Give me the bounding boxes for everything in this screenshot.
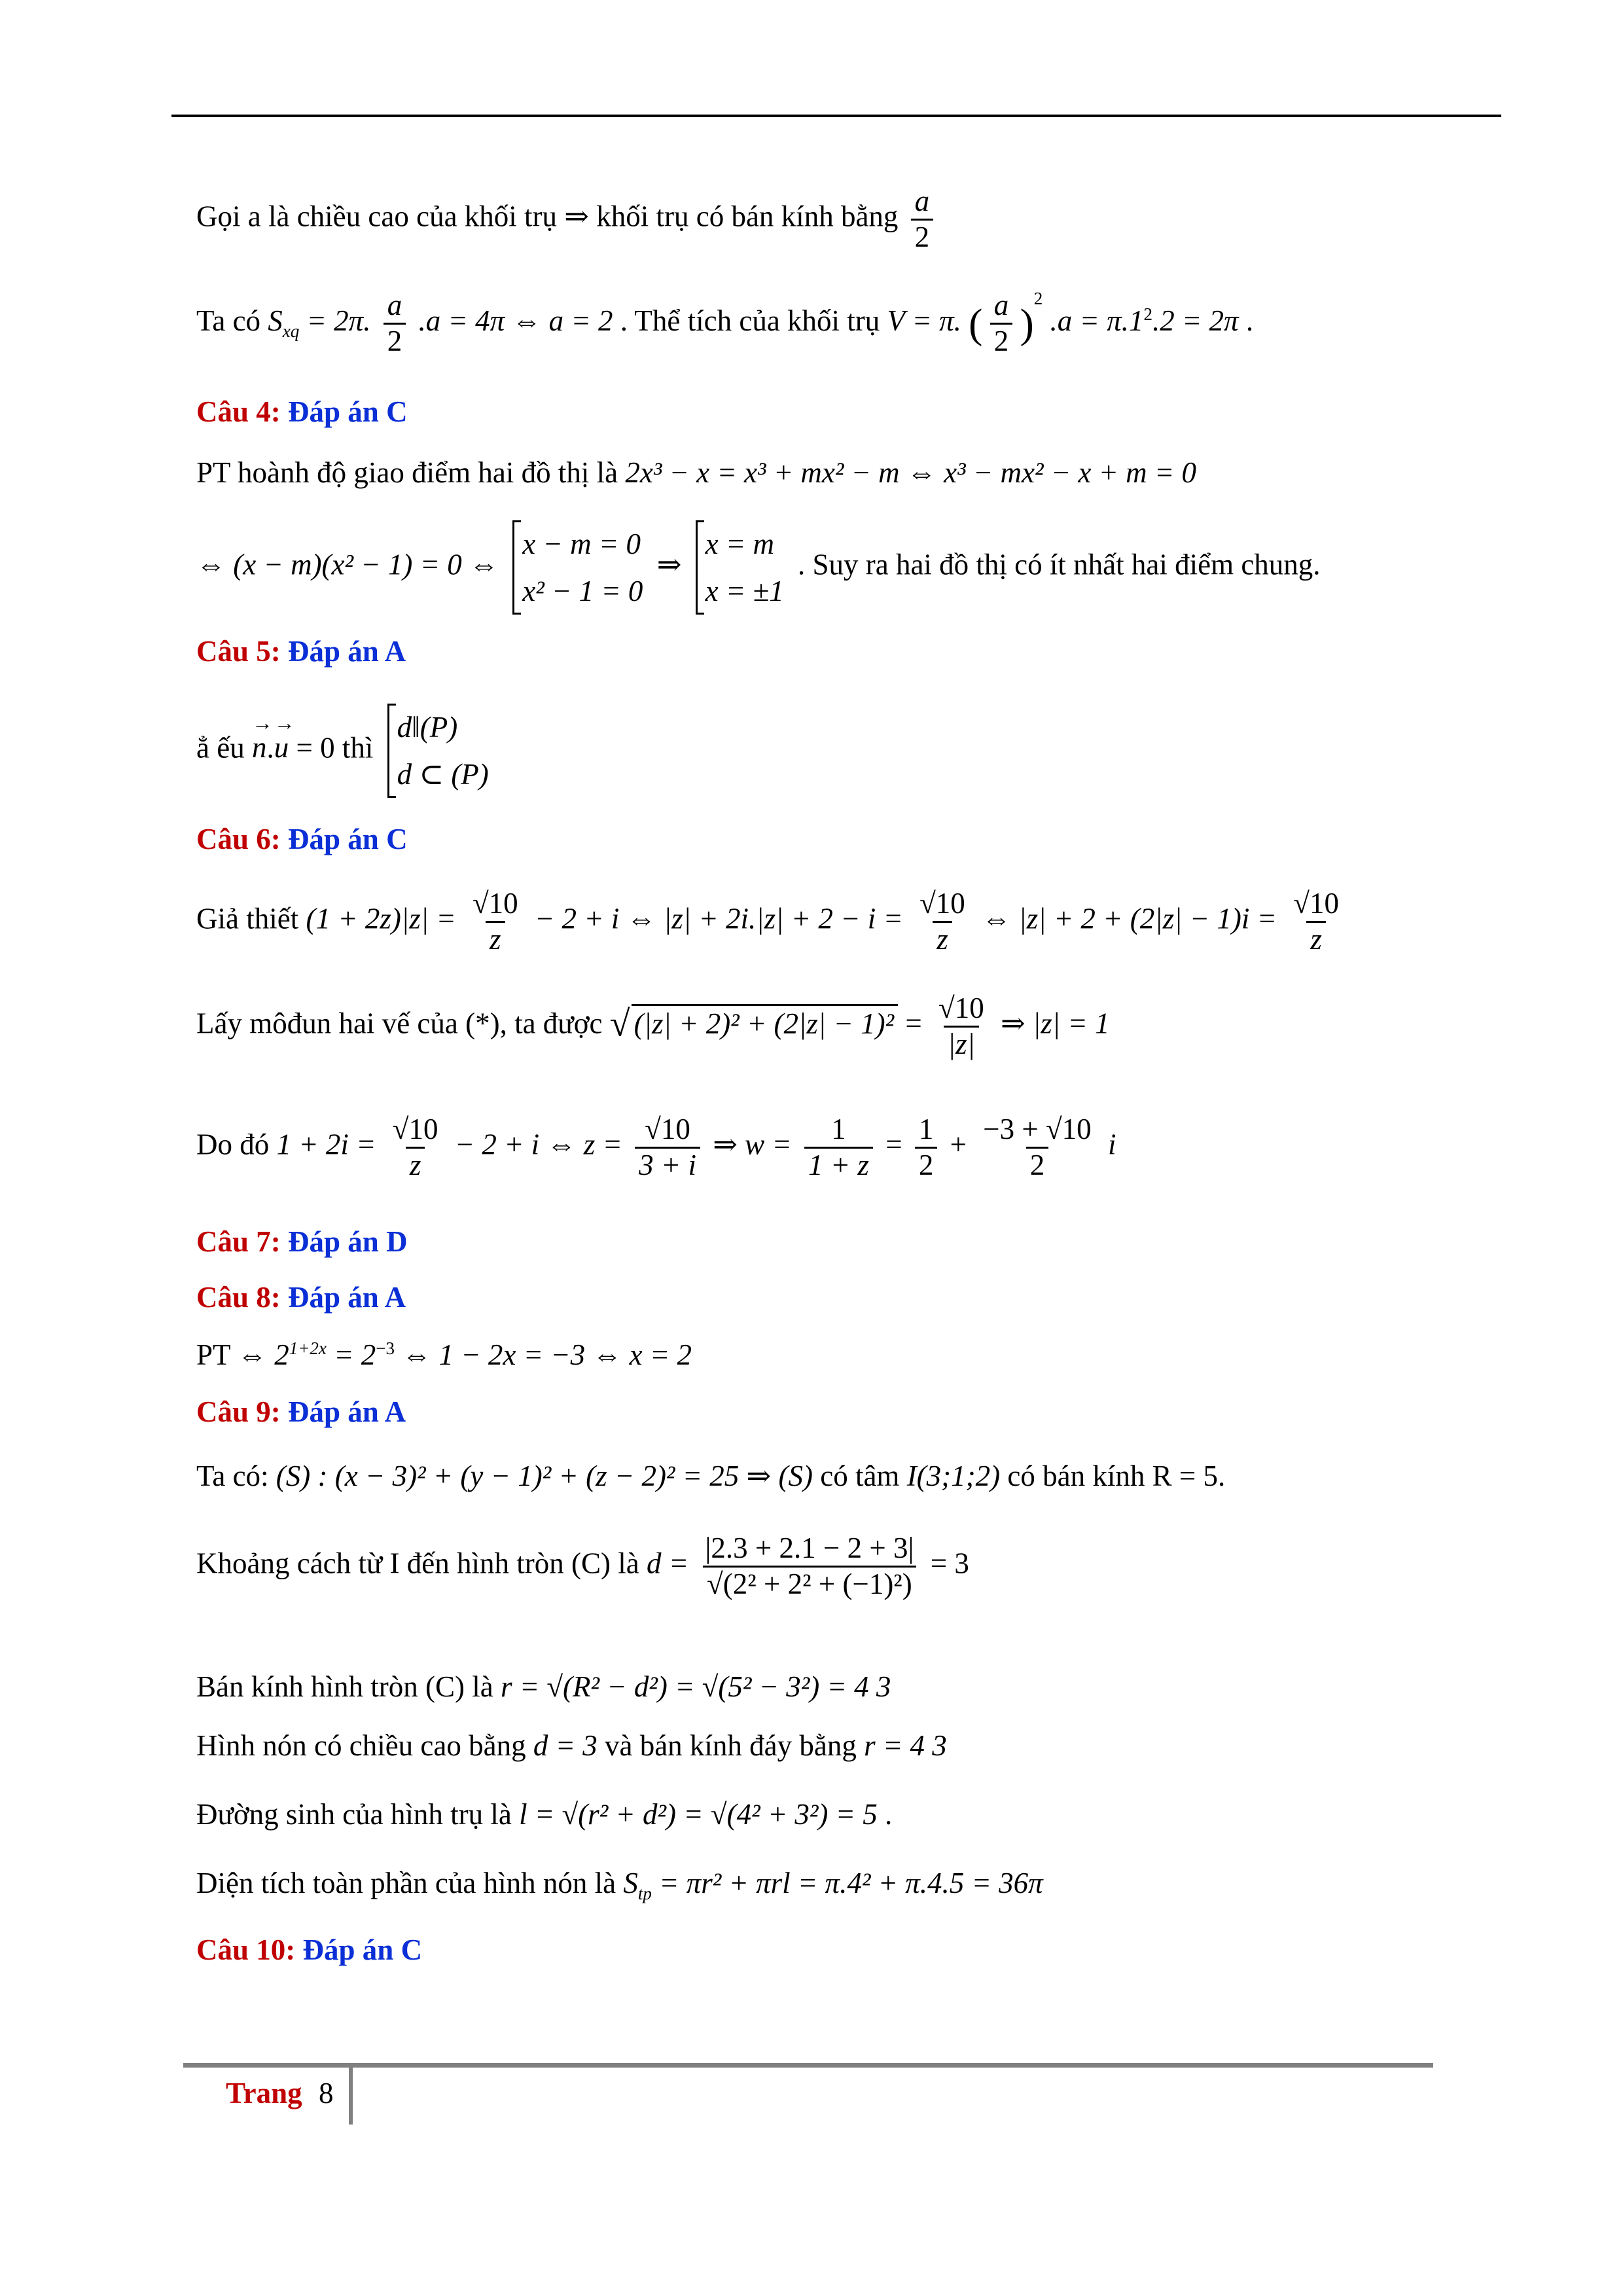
page-number: 8	[319, 2077, 334, 2109]
text-line	[196, 288, 1253, 359]
text: . Suy ra hai đồ thị có ít nhất hai điểm chung.	[797, 548, 1321, 581]
fraction	[935, 992, 988, 1062]
text: Ta có:	[196, 1460, 269, 1492]
fraction	[915, 1113, 938, 1183]
equation-system	[512, 520, 643, 615]
fraction	[1289, 887, 1343, 957]
math-expression: (S) : (x − 3)² + (y − 1)² + (z − 2)² = 25 ⇒ (S)	[276, 1460, 813, 1492]
math-expression: ⇔ 2	[237, 1338, 289, 1371]
text: ẳ ếu	[196, 731, 245, 764]
math-expression: l = √(r² + d²) = √(4² + 3²) = 5	[519, 1798, 878, 1831]
math-expression: ⇔ (x − m)(x² − 1) = 0 ⇔	[196, 548, 499, 581]
radical-sign: √	[609, 1003, 630, 1045]
text-line	[196, 1669, 891, 1704]
fraction	[979, 1113, 1095, 1183]
text: có tâm	[820, 1460, 900, 1492]
radicand: (|z| + 2)² + (2|z| − 1)²	[632, 1004, 899, 1041]
text: PT hoành độ giao điểm hai đồ thị là	[196, 456, 618, 489]
equals-sign: =	[885, 1128, 902, 1161]
math-expression: I(3;1;2)	[906, 1460, 1001, 1492]
text: Đường sinh của hình trụ là	[196, 1798, 512, 1831]
fraction-denominator: 2	[915, 1147, 938, 1183]
fraction-denominator: |z|	[944, 1026, 979, 1062]
text: Gọi a là chiều cao của khối trụ	[196, 200, 558, 233]
fraction-numerator: a	[993, 289, 1009, 322]
text: Diện tích toàn phần của hình nón là	[196, 1867, 616, 1899]
text: PT	[196, 1338, 230, 1371]
fraction-denominator: z	[486, 921, 505, 957]
answer-label: Đáp án A	[288, 1395, 406, 1428]
vector: n →	[252, 730, 267, 765]
question-heading	[196, 821, 408, 857]
text-line	[196, 185, 938, 255]
text-line	[196, 1458, 1225, 1494]
fraction	[990, 289, 1013, 359]
answer-label: Đáp án C	[288, 395, 408, 428]
equation: x = m	[705, 528, 774, 560]
equation: x − m = 0	[522, 528, 641, 560]
text: và bán kính đáy bằng	[604, 1729, 857, 1762]
fraction	[804, 1113, 873, 1183]
text: . Thể tích của khối trụ	[620, 304, 880, 337]
vector: u →	[274, 730, 289, 765]
fraction-denominator: √(2² + 2² + (−1)²)	[703, 1566, 916, 1602]
question-number: Câu 5:	[196, 635, 281, 668]
math-expression: d =	[646, 1547, 689, 1580]
condition: d ⊂ (P)	[397, 758, 489, 791]
fraction	[635, 1113, 700, 1183]
math-expression: r = 4 3	[864, 1729, 947, 1762]
math-expression: ⇒ w =	[713, 1128, 792, 1161]
header-rule	[171, 115, 1501, 117]
text: Khoảng cách từ I đến hình tròn (C) là	[196, 1547, 639, 1580]
fraction-denominator: 2	[911, 219, 934, 255]
fraction	[911, 185, 934, 255]
paren-open: (	[969, 300, 983, 347]
math-expression: − 2 + i ⇔ |z| + 2i.|z| + 2 − i =	[534, 902, 903, 935]
math-symbol: S	[623, 1867, 638, 1899]
math-expression: = 2	[334, 1338, 376, 1371]
question-number: Câu 8:	[196, 1281, 281, 1314]
math-expression: 2x³ − x = x³ + mx² − m ⇔ x³ − mx² − x + m = 0	[625, 456, 1197, 489]
answer-label: Đáp án A	[288, 1281, 406, 1314]
text-line	[196, 520, 1321, 615]
fraction	[701, 1532, 918, 1602]
fraction-numerator: √10	[645, 1113, 690, 1145]
equals-sign: =	[905, 1007, 922, 1040]
text: Giả thiết	[196, 902, 299, 935]
answer-label: Đáp án D	[288, 1225, 408, 1258]
fraction-numerator: a	[387, 289, 402, 322]
fraction-denominator: 2	[990, 323, 1013, 359]
condition-system	[387, 704, 489, 798]
answer-label: Đáp án C	[302, 1933, 423, 1966]
text-line	[196, 1797, 892, 1832]
math-expression: r = √(R² − d²) = √(5² − 3²) = 4 3	[500, 1670, 891, 1703]
text: thì	[342, 731, 374, 764]
text: Lấy môđun hai vế của (*), ta được	[196, 1007, 603, 1040]
exponent: 1+2x	[289, 1338, 327, 1358]
subscript: tp	[637, 1884, 652, 1903]
text: Do đó	[196, 1128, 270, 1161]
question-heading	[196, 634, 406, 669]
question-number: Câu 9:	[196, 1395, 281, 1428]
fraction-denominator: 1 + z	[804, 1147, 873, 1183]
math-expression: d = 3	[533, 1729, 597, 1762]
fraction-numerator: −3 + √10	[983, 1113, 1092, 1145]
math-expression: .a = 4π ⇔ a = 2	[418, 304, 613, 337]
math-expression: = 3	[930, 1547, 969, 1580]
question-heading	[196, 394, 408, 429]
text: .	[885, 1798, 893, 1831]
text-line	[196, 1532, 969, 1602]
math-expression: V = π.	[887, 304, 961, 337]
fraction-numerator: √10	[919, 887, 965, 920]
question-heading	[196, 1932, 422, 1967]
exponent: 2	[1143, 304, 1152, 324]
math-expression: .2 = 2π	[1152, 304, 1239, 337]
equation-system	[696, 520, 784, 615]
fraction-numerator: 1	[831, 1113, 846, 1145]
plus-sign: +	[950, 1128, 967, 1161]
implies-symbol: ⇒	[564, 200, 589, 233]
text: khối trụ có bán kính bằng	[596, 200, 899, 233]
equation: x² − 1 = 0	[522, 575, 643, 607]
math-expression: 1 + 2i =	[276, 1128, 376, 1161]
fraction-numerator: √10	[392, 1113, 438, 1145]
text-line	[196, 1337, 692, 1372]
question-number: Câu 6:	[196, 823, 281, 855]
text: Bán kính hình tròn (C) là	[196, 1670, 493, 1703]
answer-label: Đáp án A	[288, 635, 406, 668]
text-line	[196, 455, 1196, 490]
fraction-denominator: z	[933, 921, 952, 957]
text-line	[196, 887, 1348, 957]
text: có bán kính R = 5.	[1007, 1460, 1226, 1492]
text: .	[1245, 304, 1254, 337]
question-number: Câu 7:	[196, 1225, 281, 1258]
question-heading	[196, 1394, 406, 1429]
fraction-numerator: √10	[472, 887, 518, 920]
equation: x = ±1	[705, 575, 784, 607]
fraction-denominator: z	[406, 1147, 425, 1183]
fraction-denominator: 2	[383, 323, 406, 359]
math-expression: = πr² + πrl = π.4² + π.4.5 = 36π	[659, 1867, 1043, 1899]
fraction-numerator: √10	[938, 992, 984, 1024]
math-expression: ⇔ 1 − 2x = −3 ⇔ x = 2	[402, 1338, 692, 1371]
fraction	[383, 289, 406, 359]
condition: d‖(P)	[397, 711, 458, 744]
math-expression: − 2 + i ⇔ z =	[454, 1128, 622, 1161]
paren-close: )	[1020, 300, 1034, 347]
text: Hình nón có chiều cao bằng	[196, 1729, 526, 1762]
fraction	[916, 887, 969, 957]
text-line	[196, 992, 1110, 1062]
fraction	[469, 887, 522, 957]
question-number: Câu 4:	[196, 395, 281, 428]
fraction-numerator: |2.3 + 2.1 − 2 + 3|	[705, 1532, 914, 1564]
fraction-numerator: a	[914, 185, 930, 217]
answer-label: Đáp án C	[288, 823, 408, 855]
math-symbol: S	[268, 304, 283, 337]
page-label: Trang	[226, 2077, 302, 2109]
question-heading	[196, 1224, 408, 1259]
text-line	[196, 1728, 947, 1763]
text-line	[196, 1865, 1043, 1904]
footer-divider	[349, 2066, 353, 2125]
footer-rule	[183, 2063, 1433, 2068]
fraction	[389, 1113, 442, 1183]
dot: .	[266, 731, 274, 764]
math-expression: ⇔ |z| + 2 + (2|z| − 1)i =	[982, 902, 1277, 935]
fraction-denominator: 2	[1026, 1147, 1049, 1183]
fraction-denominator: z	[1306, 921, 1326, 957]
math-expression: = 0	[296, 731, 335, 764]
math-expression: = 2π.	[306, 304, 371, 337]
math-expression: ⇒ |z| = 1	[1000, 1007, 1110, 1040]
fraction-numerator: 1	[918, 1113, 934, 1145]
text-line	[196, 704, 495, 798]
fraction-numerator: √10	[1293, 887, 1339, 920]
implies-symbol: ⇒	[656, 548, 682, 581]
math-expression: .a = π.1	[1050, 304, 1144, 337]
imaginary-unit: i	[1107, 1128, 1116, 1161]
question-number: Câu 10:	[196, 1933, 296, 1966]
exponent: 2	[1033, 289, 1043, 308]
math-expression: (1 + 2z)|z| =	[306, 902, 456, 935]
exponent: −3	[376, 1338, 395, 1358]
fraction-denominator: 3 + i	[635, 1147, 700, 1183]
text-line	[196, 1113, 1116, 1183]
question-heading	[196, 1280, 406, 1315]
text: Ta có	[196, 304, 261, 337]
subscript: xq	[282, 321, 300, 341]
